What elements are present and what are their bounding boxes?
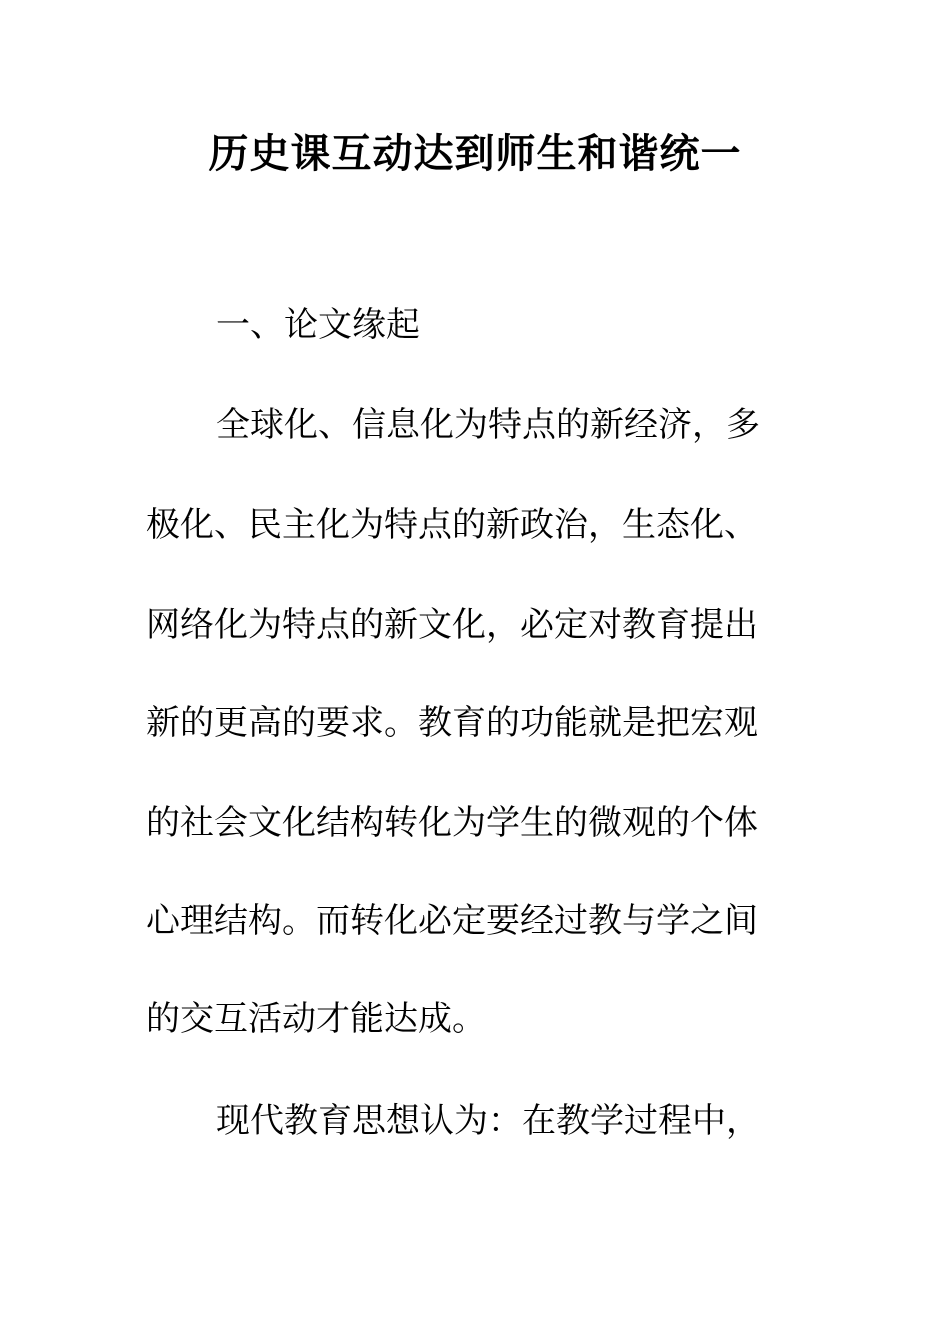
paragraph-1-line-1: 全球化、信息化为特点的新经济，多	[216, 405, 760, 445]
document-title: 历史课互动达到师生和谐统一	[208, 130, 742, 177]
paragraph-1-line-6: 心理结构。而转化必定要经过教与学之间	[146, 901, 758, 941]
paragraph-2-line-1: 现代教育思想认为：在教学过程中，	[216, 1101, 760, 1141]
paragraph-1-line-2: 极化、民主化为特点的新政治，生态化、	[146, 505, 758, 545]
paragraph-1-line-7: 的交互活动才能达成。	[146, 999, 486, 1039]
section-heading: 一、论文缘起	[216, 305, 420, 345]
paragraph-1-line-3: 网络化为特点的新文化，必定对教育提出	[146, 605, 758, 645]
paragraph-1-line-5: 的社会文化结构转化为学生的微观的个体	[146, 803, 758, 843]
paragraph-1-line-4: 新的更高的要求。教育的功能就是把宏观	[146, 703, 758, 743]
